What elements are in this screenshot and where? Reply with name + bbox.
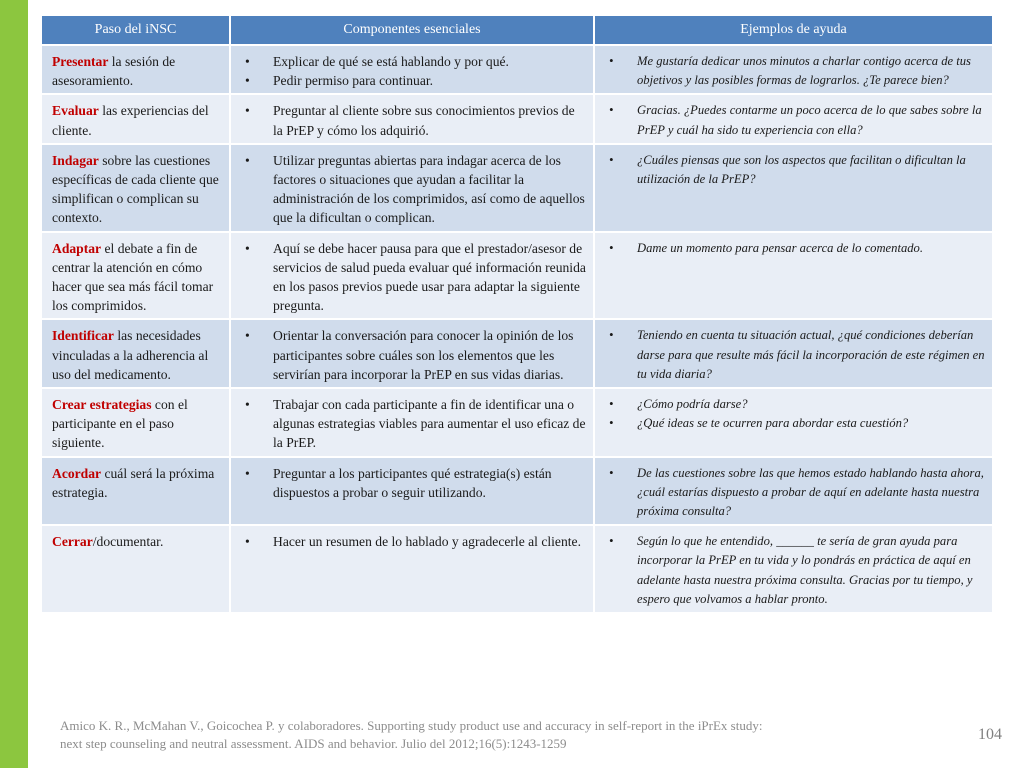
components-cell [230,457,594,526]
components-cell [230,232,594,320]
step-keyword: Acordar [52,465,102,481]
example-item: • ¿Qué ideas se te ocurren para abordar esta cuestión? [605,414,986,433]
header-components: Componentes esenciales [230,16,594,45]
step-keyword: Evaluar [52,103,99,119]
components-cell [230,319,594,388]
table-row [42,457,992,526]
example-item: • Dame un momento para pensar acerca de lo comentado. [605,239,986,258]
examples-list [605,395,986,433]
insc-steps-table [42,16,992,612]
table-row [42,388,992,457]
example-item: • Teniendo en cuenta tu situación actual, ¿qué condiciones deberían darse para que resulte más fácil la incorporación de este régimen en tu vida diaria? [605,326,986,384]
step-cell [42,232,230,320]
table-body [42,45,992,612]
example-item: • Gracias. ¿Puedes contarme un poco acerca de lo que sabes sobre la PrEP y cuál ha sido tu experiencia con ella? [605,101,986,139]
step-description: /documentar. [92,534,164,550]
examples-cell [594,319,992,388]
examples-list [605,239,986,258]
step-description: las experiencias del cliente. [52,103,209,138]
example-item: • De las cuestiones sobre las que hemos estado hablando hasta ahora, ¿cuál estarías dispuesto a probar de aquí en adelante hasta nuestra próxima consulta? [605,464,986,522]
components-cell [230,45,594,94]
example-item: • Según lo que he entendido, ______ te sería de gran ayuda para incorporar la PrEP en tu vida y lo pondrás en práctica de aquí en adelante hasta nuestra próxima consulta. Gracias por tu tiempo, y espero que volvamos a hablar pronto. [605,532,986,609]
table-row [42,319,992,388]
step-keyword: Presentar [52,54,109,69]
insc-table-container [42,16,992,612]
examples-cell [594,45,992,94]
table-row [42,45,992,94]
components-list [241,101,587,139]
step-description: la sesión de asesoramiento. [52,54,176,89]
examples-list [605,326,986,384]
citation-footer [60,717,920,753]
header-examples: Ejemplos de ayuda [594,16,992,45]
slide-accent-bar [0,0,28,768]
step-cell [42,144,230,232]
components-list [241,395,587,453]
examples-cell [594,525,992,612]
table-row [42,144,992,232]
step-keyword: Adaptar [52,240,102,256]
components-cell [230,144,594,232]
component-item: • Aquí se debe hacer pausa para que el prestador/asesor de servicios de salud pueda evaluar qué información reunida en los pasos previos puede usar para adaptar la siguiente pregunta. [241,239,587,316]
examples-cell [594,457,992,526]
example-item: • ¿Cómo podría darse? [605,395,986,414]
step-description: sobre las cuestiones específicas de cada cliente que simplifican o complican su contexto. [52,152,219,226]
components-list [241,151,587,228]
examples-list [605,151,986,189]
components-list [241,52,587,90]
page-number: 104 [978,726,1002,743]
step-cell [42,457,230,526]
step-keyword: Cerrar [52,534,93,550]
components-cell [230,94,594,143]
examples-cell [594,94,992,143]
step-keyword: Crear estrategias [52,397,152,413]
table-row [42,94,992,143]
step-description: el debate a fin de centrar la atención en cómo hacer que sea más fácil tomar los comprimidos. [52,240,214,314]
components-list [241,532,587,551]
table-row [42,525,992,612]
component-item: • Preguntar a los participantes qué estrategia(s) están dispuestos a probar o seguir utilizando. [241,464,587,502]
step-description: con el participante en el paso siguiente. [52,397,188,451]
step-keyword: Indagar [52,152,99,168]
examples-cell [594,144,992,232]
components-list [241,239,587,316]
table-row [42,232,992,320]
step-cell [42,94,230,143]
component-item: • Hacer un resumen de lo hablado y agradecerle al cliente. [241,532,587,551]
citation-line-2: next step counseling and neutral assessment. AIDS and behavior. Julio del 2012;16(5):1243-1259 [60,736,567,751]
examples-cell [594,232,992,320]
examples-list [605,464,986,522]
table-header-row [42,16,992,45]
step-cell [42,45,230,94]
examples-list [605,532,986,609]
citation-line-1: Amico K. R., McMahan V., Goicochea P. y colaboradores. Supporting study product use and accuracy in self-report in the iPrEx study: [60,718,763,733]
component-item: • Explicar de qué se está hablando y por qué. [241,52,587,71]
step-cell [42,388,230,457]
step-description: cuál será la próxima estrategia. [52,465,215,500]
component-item: • Orientar la conversación para conocer la opinión de los participantes sobre cuáles son los elementos que les servirían para incorporar la PrEP en sus vidas diarias. [241,326,587,384]
header-step: Paso del iNSC [42,16,230,45]
examples-cell [594,388,992,457]
components-cell [230,525,594,612]
component-item: • Utilizar preguntas abiertas para indagar acerca de los factores o situaciones que ayudan a facilitar la administración de los comprimidos, así como de aquellos que la dificultan o complican. [241,151,587,228]
examples-list [605,101,986,139]
step-cell [42,319,230,388]
step-description: las necesidades vinculadas a la adherencia al uso del medicamento. [52,328,209,382]
step-keyword: Identificar [52,328,114,344]
component-item: • Trabajar con cada participante a fin de identificar una o algunas estrategias viables para aumentar el uso eficaz de la PrEP. [241,395,587,453]
components-cell [230,388,594,457]
example-item: • ¿Cuáles piensas que son los aspectos que facilitan o dificultan la utilización de la PrEP? [605,151,986,189]
examples-list [605,52,986,90]
component-item: • Pedir permiso para continuar. [241,71,587,90]
component-item: • Preguntar al cliente sobre sus conocimientos previos de la PrEP y cómo los adquirió. [241,101,587,139]
example-item: • Me gustaría dedicar unos minutos a charlar contigo acerca de tus objetivos y las posibles formas de lograrlos. ¿Te parece bien? [605,52,986,90]
step-cell [42,525,230,612]
components-list [241,326,587,384]
components-list [241,464,587,502]
